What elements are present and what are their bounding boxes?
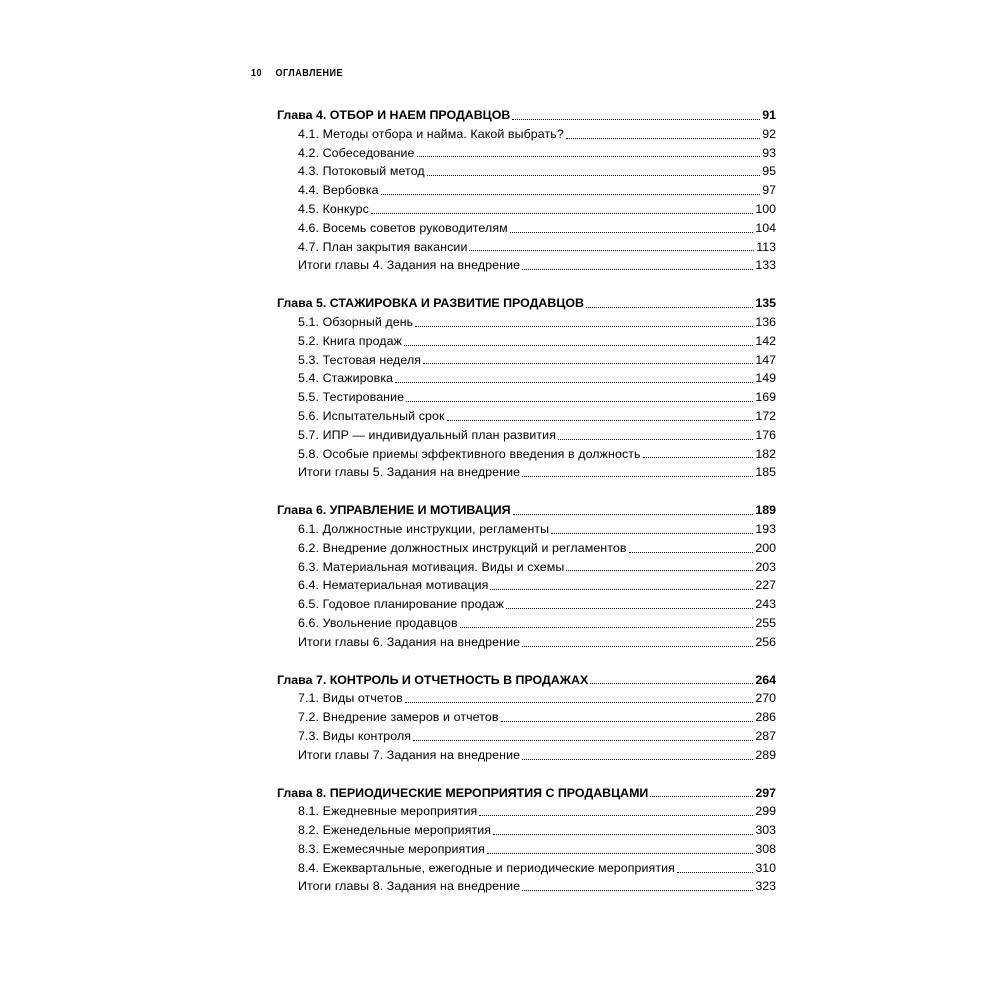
section-entry-title: 6.2. Внедрение должностных инструкций и регламентов [298, 540, 627, 555]
section-entry-title: 4.1. Методы отбора и найма. Какой выбрать? [298, 126, 564, 141]
section-entry-page-number: 303 [755, 823, 776, 838]
section-entry [277, 125, 776, 144]
dot-leader [551, 533, 753, 534]
dot-leader [590, 683, 753, 684]
section-entry-page-number: 142 [755, 333, 776, 348]
dot-leader [566, 570, 753, 571]
section-entry-page-number: 193 [755, 521, 776, 536]
chapter-heading-title: Глава 7. КОНТРОЛЬ И ОТЧЕТНОСТЬ В ПРОДАЖАХ [277, 672, 589, 687]
section-entry-page-number: 176 [755, 427, 776, 442]
section-entry-page-number: 149 [755, 371, 776, 386]
dot-leader [643, 457, 754, 458]
dot-leader [522, 890, 753, 891]
dot-leader [405, 702, 754, 703]
section-entry-page-number: 270 [755, 691, 776, 706]
section-entry-page-number: 133 [755, 258, 776, 273]
chapter-block [277, 671, 776, 765]
section-entry-title: 6.6. Увольнение продавцов [298, 615, 458, 630]
section-entry-page-number: 227 [755, 578, 776, 593]
section-entry-title: Итоги главы 5. Задания на внедрение [298, 465, 521, 480]
section-entry-page-number: 287 [755, 728, 776, 743]
dot-leader [506, 608, 753, 609]
dot-leader [586, 307, 753, 308]
section-entry [277, 351, 776, 370]
dot-leader [487, 853, 753, 854]
section-entry-title: 4.5. Конкурс [298, 201, 369, 216]
chapter-block [277, 784, 776, 897]
dot-leader [417, 156, 761, 157]
chapter-heading [277, 106, 776, 125]
dot-leader [427, 175, 760, 176]
dot-leader [413, 740, 753, 741]
dot-leader [404, 345, 753, 346]
dot-leader [558, 439, 753, 440]
section-entry [277, 256, 776, 275]
section-entry-title: 8.3. Ежемесячные мероприятия [298, 841, 485, 856]
section-entry [277, 746, 776, 765]
dot-leader [510, 232, 754, 233]
dot-leader [469, 250, 754, 251]
dot-leader [415, 326, 753, 327]
chapter-heading-title: Глава 5. СТАЖИРОВКА И РАЗВИТИЕ ПРОДАВЦОВ [277, 296, 584, 311]
dot-leader [512, 119, 760, 120]
section-entry-page-number: 104 [755, 220, 776, 235]
section-entry-title: 5.7. ИПР — индивидуальный план развития [298, 427, 557, 442]
section-entry [277, 539, 776, 558]
section-entry-page-number: 299 [755, 804, 776, 819]
dot-leader [677, 872, 753, 873]
dot-leader [650, 796, 753, 797]
section-entry-page-number: 95 [762, 164, 776, 179]
section-entry-title: Итоги главы 8. Задания на внедрение [298, 879, 521, 894]
section-entry-page-number: 147 [755, 352, 776, 367]
section-entry-title: 4.7. План закрытия вакансии [298, 239, 468, 254]
dot-leader [423, 363, 753, 364]
section-entry [277, 144, 776, 163]
section-entry-title: 6.4. Нематериальная мотивация [298, 578, 489, 593]
dot-leader [522, 646, 753, 647]
dot-leader [460, 627, 754, 628]
section-entry-page-number: 93 [762, 145, 776, 160]
section-entry-title: Итоги главы 4. Задания на внедрение [298, 258, 521, 273]
section-entry [277, 426, 776, 445]
chapter-heading-page-number: 264 [755, 672, 776, 687]
section-entry [277, 445, 776, 464]
section-entry-title: 7.1. Виды отчетов [298, 691, 403, 706]
section-entry-page-number: 323 [755, 879, 776, 894]
section-entry [277, 708, 776, 727]
section-entry-page-number: 113 [756, 239, 776, 254]
section-entry [277, 689, 776, 708]
section-entry-title: 6.1. Должностные инструкции, регламенты [298, 521, 550, 536]
section-entry-title: Итоги главы 7. Задания на внедрение [298, 747, 521, 762]
section-entry [277, 727, 776, 746]
section-entry-title: 5.8. Особые приемы эффективного введения в должность [298, 446, 641, 461]
dot-leader [629, 552, 754, 553]
section-entry-page-number: 286 [755, 710, 776, 725]
section-entry-page-number: 308 [755, 841, 776, 856]
section-entry-page-number: 203 [755, 559, 776, 574]
dot-leader [371, 213, 753, 214]
section-entry-title: 5.3. Тестовая неделя [298, 352, 422, 367]
section-entry-page-number: 169 [755, 390, 776, 405]
section-entry-page-number: 92 [762, 126, 776, 141]
chapter-heading [277, 501, 776, 520]
section-entry [277, 313, 776, 332]
section-entry [277, 181, 776, 200]
section-entry-page-number: 136 [755, 314, 776, 329]
section-entry [277, 369, 776, 388]
dot-leader [479, 815, 753, 816]
section-entry [277, 463, 776, 482]
dot-leader [406, 401, 753, 402]
dot-leader [513, 514, 754, 515]
chapter-heading-title: Глава 6. УПРАВЛЕНИЕ И МОТИВАЦИЯ [277, 503, 511, 518]
section-entry [277, 877, 776, 896]
section-entry-page-number: 200 [755, 540, 776, 555]
section-entry-title: 5.6. Испытательный срок [298, 408, 445, 423]
chapter-heading [277, 784, 776, 803]
chapter-heading-page-number: 189 [755, 503, 776, 518]
dot-leader [381, 194, 761, 195]
chapter-heading-page-number: 297 [755, 785, 776, 800]
section-entry [277, 407, 776, 426]
section-entry-title: 8.2. Еженедельные мероприятия [298, 823, 492, 838]
section-entry [277, 238, 776, 257]
dot-leader [501, 721, 754, 722]
section-entry [277, 633, 776, 652]
dot-leader [490, 589, 753, 590]
section-entry-title: 8.4. Ежеквартальные, ежегодные и периодические мероприятия [298, 860, 675, 875]
section-entry-title: 5.4. Стажировка [298, 371, 394, 386]
section-entry [277, 859, 776, 878]
dot-leader [522, 269, 753, 270]
section-entry-title: 6.5. Годовое планирование продаж [298, 597, 505, 612]
chapter-heading-page-number: 135 [755, 296, 776, 311]
section-entry-page-number: 310 [755, 860, 776, 875]
page-number: 10 [251, 67, 263, 79]
dot-leader [493, 834, 753, 835]
section-entry-title: 4.4. Вербовка [298, 183, 379, 198]
section-entry-title: Итоги главы 6. Задания на внедрение [298, 634, 521, 649]
section-entry [277, 388, 776, 407]
section-entry-page-number: 289 [755, 747, 776, 762]
section-entry-title: 5.1. Обзорный день [298, 314, 414, 329]
section-entry-title: 4.6. Восемь советов руководителям [298, 220, 508, 235]
section-entry-page-number: 255 [755, 615, 776, 630]
table-of-contents [277, 106, 776, 915]
section-entry [277, 162, 776, 181]
chapter-block [277, 106, 776, 275]
dot-leader [522, 759, 753, 760]
section-entry [277, 840, 776, 859]
dot-leader [522, 476, 753, 477]
section-entry-title: 5.5. Тестирование [298, 390, 405, 405]
section-entry [277, 576, 776, 595]
running-head-title: ОГЛАВЛЕНИЕ [275, 67, 344, 79]
section-entry-title: 4.2. Собеседование [298, 145, 415, 160]
section-entry-title: 4.3. Потоковый метод [298, 164, 425, 179]
section-entry-title: 8.1. Ежедневные мероприятия [298, 804, 478, 819]
dot-leader [395, 382, 753, 383]
section-entry [277, 332, 776, 351]
chapter-block [277, 294, 776, 482]
section-entry-title: 6.3. Материальная мотивация. Виды и схемы [298, 559, 565, 574]
section-entry-page-number: 100 [755, 201, 776, 216]
dot-leader [566, 138, 760, 139]
section-entry [277, 614, 776, 633]
section-entry [277, 821, 776, 840]
chapter-heading-page-number: 91 [762, 108, 776, 122]
section-entry-page-number: 256 [755, 634, 776, 649]
chapter-block [277, 501, 776, 651]
chapter-heading [277, 294, 776, 313]
section-entry-page-number: 172 [755, 408, 776, 423]
section-entry [277, 595, 776, 614]
section-entry-page-number: 97 [762, 183, 776, 198]
section-entry [277, 200, 776, 219]
running-head [251, 67, 343, 79]
dot-leader [447, 420, 754, 421]
chapter-heading-title: Глава 4. ОТБОР И НАЕМ ПРОДАВЦОВ [277, 108, 511, 122]
section-entry-page-number: 243 [755, 597, 776, 612]
section-entry [277, 219, 776, 238]
section-entry-page-number: 182 [755, 446, 776, 461]
section-entry-title: 7.3. Виды контроля [298, 728, 412, 743]
chapter-heading [277, 671, 776, 690]
section-entry [277, 802, 776, 821]
section-entry [277, 558, 776, 577]
section-entry [277, 520, 776, 539]
section-entry-title: 7.2. Внедрение замеров и отчетов [298, 710, 499, 725]
section-entry-title: 5.2. Книга продаж [298, 333, 403, 348]
section-entry-page-number: 185 [755, 465, 776, 480]
chapter-heading-title: Глава 8. ПЕРИОДИЧЕСКИЕ МЕРОПРИЯТИЯ С ПРОДАВЦАМИ [277, 785, 649, 800]
